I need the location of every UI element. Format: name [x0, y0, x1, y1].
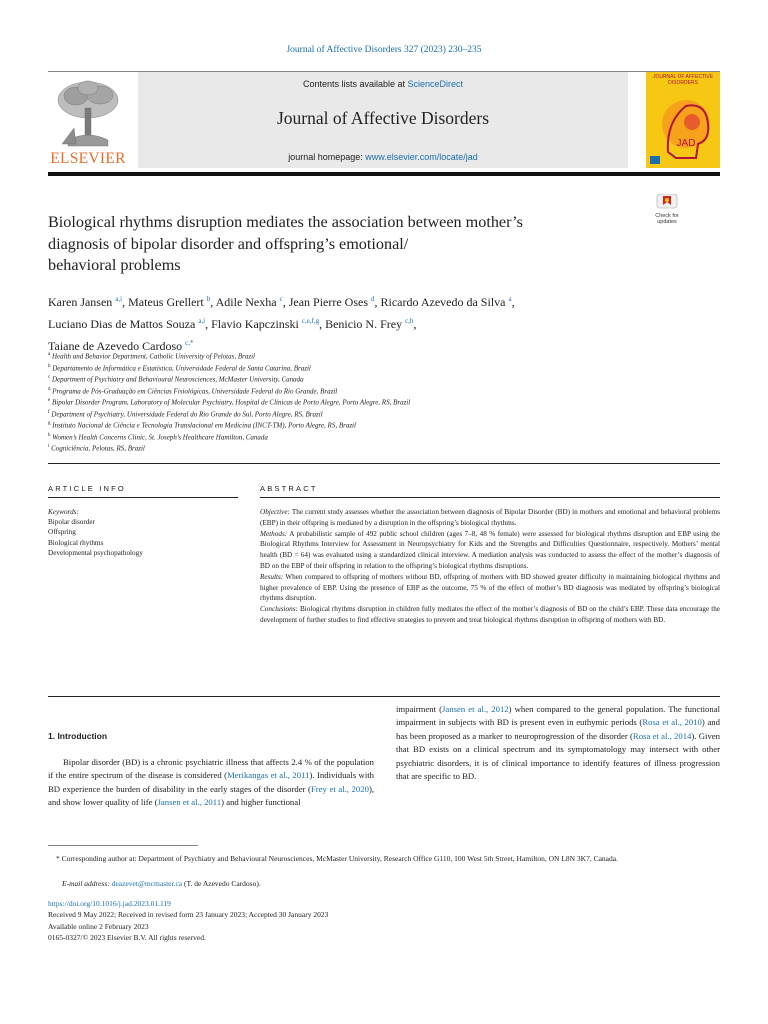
intro-paragraph-right: impairment (Jansen et al., 2012) when compared to the general population. The functional impairment in subjects with BD is present even in euthymic periods (Rosa et al., 2010) and has been proposed as a marker to neuroprogression of the disorder (Rosa et al., 2014). Given that BD exists on a clinical spectrum and its symptomatology may intersect with other psychiatric disorders, it is of clinical importance to identify features of illness progression that are specific to BD. — [396, 704, 721, 782]
abstract-heading: ABSTRACT — [260, 484, 318, 493]
citation-link[interactable]: Merikangas et al., 2011 — [227, 770, 310, 781]
divider — [48, 497, 238, 498]
author[interactable]: Luciano Dias de Mattos Souza $^{a,i}$ — [48, 317, 206, 331]
abstract-objective: Objective: The current study assesses whether the association between diagnosis of Bipolar Disorder (BD) in mothers and emotional and behavioral problems (EBP) in their offspring is mediated by a disruption in the offspring’s biological rhythms. — [260, 508, 720, 527]
affiliation-item: $^i$ Cogniciência, Pelotas, RS, Brazil — [48, 444, 145, 453]
affiliation-item: $^f$ Department of Psychiatry, Universidade Federal do Rio Grande do Sul, Porto Alegre, RS, Brazil — [48, 409, 323, 418]
publication-info — [48, 898, 328, 943]
title-line-1: Biological rhythms disruption mediates the association between mother’s — [48, 213, 523, 231]
author-email-link[interactable]: deazevet@mcmaster.ca — [111, 879, 183, 888]
author-list: Karen Jansen $^{a,i}$, Mateus Grellert $^b$, Adile Nexha $^c$, Jean Pierre Oses $^d$, Ricardo Azevedo da Silva $^a$, Luciano Dias de Mattos Souza $^{a,i}$, Flavio Kapczinski $^{c,e,f,g}$, Benicio N. Frey $^{c,h}$, Taiane de Azevedo Cardoso $^{c,*}$ — [48, 295, 515, 353]
citation-link[interactable]: Rosa et al., 2010 — [642, 717, 702, 728]
available-online: Available online 2 February 2023 — [48, 921, 149, 931]
affiliation-item: $^b$ Departamento de Informática e Estatística, Universidade Federal de Santa Catarina, Brazil — [48, 363, 311, 372]
email-footnote: E-mail address: deazevet@mcmaster.ca (T. de Azevedo Cardoso). — [62, 879, 261, 888]
doi-link[interactable]: https://doi.org/10.1016/j.jad.2023.01.119 — [48, 899, 171, 908]
citation-link[interactable]: Frey et al., 2020 — [310, 783, 369, 794]
keyword[interactable]: Offspring — [48, 528, 76, 537]
keyword[interactable]: Developmental psychopathology — [48, 548, 143, 557]
divider — [260, 497, 720, 498]
abstract-results: Results: When compared to offspring of mothers without BD, offspring of mothers with BD showed greater difficulty in maintaining biological rhythms and higher prevalence of EBP. Using the presence of EBP as the outcome, 75 % of the effect of mother’s BD diagnosis was mediated by offspring’s biological rhythms disruption. — [260, 572, 720, 603]
article-title — [48, 212, 638, 277]
abstract-methods: Methods: A probabilistic sample of 492 public school children (ages 7–8, 48 % female) were assessed for biological rhythms disruption and EBP using the Biological Rhythms Interview for Assessment in Neuropsychiatry for Kids and the Strengths and Difficulties Questionnaire, respectively. Mothers’ mental health (BD = 64) was evaluated using a standardized clinical interview. A mediation analysis was conducted to assess the effect of the mother’s diagnosis of BD on the EBP of their offspring in relation to the offspring’s biological rhythms disruptions. — [260, 529, 720, 570]
citation-link[interactable]: Rosa et al., 2014 — [632, 730, 692, 741]
author[interactable]: Karen Jansen $^{a,i}$ — [48, 295, 123, 309]
author[interactable]: Flavio Kapczinski $^{c,e,f,g}$ — [211, 317, 320, 331]
elsevier-wordmark[interactable]: ELSEVIER — [50, 150, 126, 167]
received-dates: Received 9 May 2022; Received in revised form 23 January 2023; Accepted 30 January 2023 — [48, 910, 329, 920]
keyword[interactable]: Biological rhythms — [48, 538, 104, 547]
intro-paragraph-left: Bipolar disorder (BD) is a chronic psychiatric illness that affects 2.4 % of the population if the entire spectrum of the disease is considered (Merikangas et al., 2011). Individuals with BD experience the burden of disability in the early stages of the disorder (Frey et al., 2020), and show lower quality of life (Jansen et al., 2011) and higher functional — [48, 757, 375, 808]
divider — [48, 845, 198, 846]
copyright: 0165-0327/© 2023 Elsevier B.V. All rights reserved. — [48, 932, 206, 942]
title-line-2: diagnosis of bipolar disorder and offspring’s emotional/ — [48, 234, 409, 253]
contents-prefix: Contents lists available at — [302, 79, 408, 89]
author[interactable]: Mateus Grellert $^b$ — [128, 295, 211, 309]
cover-title: JOURNAL OF AFFECTIVE DISORDERS — [652, 74, 714, 86]
keyword[interactable]: Bipolar disorder — [48, 518, 95, 527]
contents-line — [138, 79, 628, 89]
author[interactable]: Jean Pierre Oses $^d$ — [288, 295, 375, 309]
journal-citation[interactable]: Journal of Affective Disorders 327 (2023) 230–235 — [286, 45, 482, 55]
author[interactable]: Ricardo Azevedo da Silva $^a$ — [380, 295, 512, 309]
divider — [48, 463, 720, 464]
citation-link[interactable]: Jansen et al., 2011 — [157, 797, 222, 808]
homepage-prefix: journal homepage: — [288, 152, 366, 162]
affiliation-item: $^h$ Women’s Health Concerns Clinic, St. Joseph’s Healthcare Hamilton, Canada — [48, 432, 268, 442]
affiliation-list — [48, 350, 720, 454]
cover-mark: JAD — [676, 138, 696, 149]
keywords-label: Keywords: — [48, 508, 79, 516]
journal-cover-image[interactable] — [646, 72, 720, 168]
affiliation-item: $^d$ Programa de Pós-Graduação em Ciências Fisiológicas, Universidade Federal do Rio Grande, Brazil — [48, 386, 338, 395]
author-corresponding[interactable]: Taiane de Azevedo Cardoso $^{c,*}$ — [48, 339, 194, 353]
check-for-updates-label: Check for updates — [655, 213, 679, 225]
affiliation-item: $^c$ Department of Psychiatry and Behavioural Neurosciences, McMaster University, Canada — [48, 375, 304, 384]
citation-link[interactable]: Jansen et al., 2012 — [442, 704, 509, 714]
sciencedirect-link[interactable]: ScienceDirect — [407, 79, 464, 89]
abstract-body — [260, 507, 720, 626]
affiliation-item: $^e$ Bipolar Disorder Program, Laboratory of Molecular Psychiatry, Hospital de Clínicas de Porto Alegre, Porto Alegre, RS, Brazil — [48, 398, 411, 407]
divider — [48, 696, 720, 697]
corresponding-author-footnote: * Corresponding author at: Department of Psychiatry and Behavioural Neurosciences, McMaster University, Research Office G110, 100 West 5th Street, Hamilton, ON L8N 3K7, Canada. — [56, 854, 618, 863]
affiliation-item: $^g$ Instituto Nacional de Ciência e Tecnologia Translacional em Medicina (INCT-TM), Porto Alegre, RS, Brazil — [48, 421, 356, 430]
title-line-3: behavioral problems — [48, 256, 181, 274]
introduction-heading: 1. Introduction — [48, 731, 108, 741]
homepage-line — [138, 152, 628, 162]
author[interactable]: Benicio N. Frey $^{c,h}$ — [325, 317, 414, 331]
journal-title[interactable]: Journal of Affective Disorders — [276, 108, 490, 128]
article-info-heading: ARTICLE INFO — [48, 484, 126, 493]
abstract-conclusions: Conclusions: Biological rhythms disruption in children fully mediates the effect of the mother’s diagnosis of BD on the child’s EBP. These data encourage the development of further studies to find effective strategies to prevent and treat biological rhythms disruption in offspring of mothers with BD. — [260, 605, 720, 624]
affiliation-item: $^a$ Health and Behavior Department, Catholic University of Pelotas, Brazil — [48, 352, 255, 361]
author[interactable]: Adile Nexha $^c$ — [215, 295, 283, 309]
keywords-list — [48, 507, 238, 558]
journal-homepage-link[interactable]: www.elsevier.com/locate/jad — [365, 152, 478, 162]
